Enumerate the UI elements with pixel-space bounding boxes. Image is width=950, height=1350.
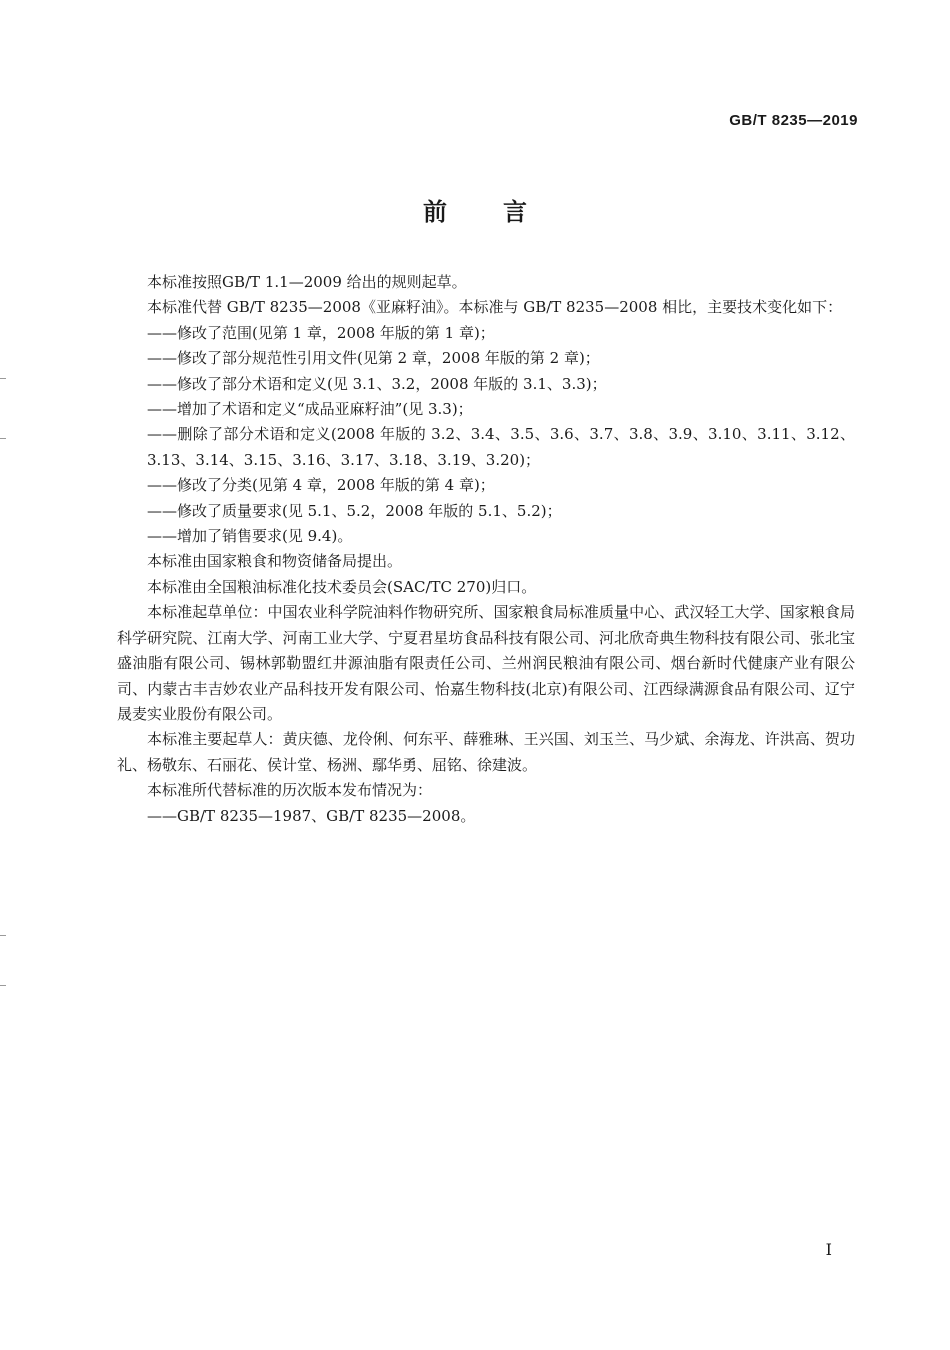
paragraph-drafting-units: 本标准起草单位：中国农业科学院油料作物研究所、国家粮食局标准质量中心、武汉轻工大学、国家粮食局科学研究院、江南大学、河南工业大学、宁夏君星坊食品科技有限公司、河北欣奇典生物科技有限公司、张北宝盛油脂有限公司、锡林郭勒盟红井源油脂有限责任公司、兰州润民粮油有限公司、烟台新时代健康产业有限公司、内蒙古丰吉妙农业产品科技开发有限公司、怡嘉生物科技(北京)有限公司、江西绿满源食品有限公司、辽宁晟麦实业股份有限公司。 [117, 603, 855, 723]
change-item: ——增加了术语和定义“成品亚麻籽油”(见 3.3)； [147, 400, 473, 419]
document-body [117, 270, 855, 829]
standard-code: GB/T 8235—2019 [729, 112, 858, 129]
paragraph-proposer: 本标准由国家粮食和物资储备局提出。 [147, 552, 403, 571]
history-item: ——GB/T 8235—1987、GB/T 8235—2008。 [147, 806, 476, 825]
scan-artifact [0, 985, 6, 986]
paragraph-drafting-rules: 本标准按照GB/T 1.1—2009 给出的规则起草。 [147, 273, 467, 291]
change-item: ——修改了部分术语和定义(见 3.1、3.2，2008 年版的 3.1、3.3)； [147, 374, 607, 393]
scan-artifact [0, 438, 6, 439]
change-item: ——增加了销售要求(见 9.4)。 [147, 527, 353, 546]
scan-artifact [0, 378, 6, 379]
change-item: ——删除了部分术语和定义(2008 年版的 3.2、3.4、3.5、3.6、3.7、3.8、3.9、3.10、3.11、3.12、3.13、3.14、3.15、3.16、3.17、3.18、3.19、3.20)； [147, 425, 855, 469]
paragraph-history-intro: 本标准所代替标准的历次版本发布情况为： [147, 781, 433, 800]
paragraph-centralized-by: 本标准由全国粮油标准化技术委员会(SAC/TC 270)归口。 [147, 577, 537, 596]
paragraph-replacement: 本标准代替 GB/T 8235—2008《亚麻籽油》。本标准与 GB/T 8235—2008 相比，主要技术变化如下： [147, 298, 843, 317]
change-item: ——修改了分类(见第 4 章，2008 年版的第 4 章)； [147, 476, 495, 495]
page-title: 前言 [423, 198, 583, 226]
change-item: ——修改了质量要求(见 5.1、5.2，2008 年版的 5.1、5.2)； [147, 501, 562, 520]
page-number: I [825, 1240, 832, 1259]
change-item: ——修改了范围(见第 1 章，2008 年版的第 1 章)； [147, 323, 495, 342]
scan-artifact [0, 935, 6, 936]
paragraph-drafters: 本标准主要起草人：黄庆德、龙伶俐、何东平、薛雅琳、王兴国、刘玉兰、马少斌、余海龙、许洪高、贺功礼、杨敬东、石丽花、侯计堂、杨洲、鄢华勇、屈铭、徐建波。 [117, 730, 855, 774]
change-item: ——修改了部分规范性引用文件(见第 2 章，2008 年版的第 2 章)； [147, 349, 600, 368]
